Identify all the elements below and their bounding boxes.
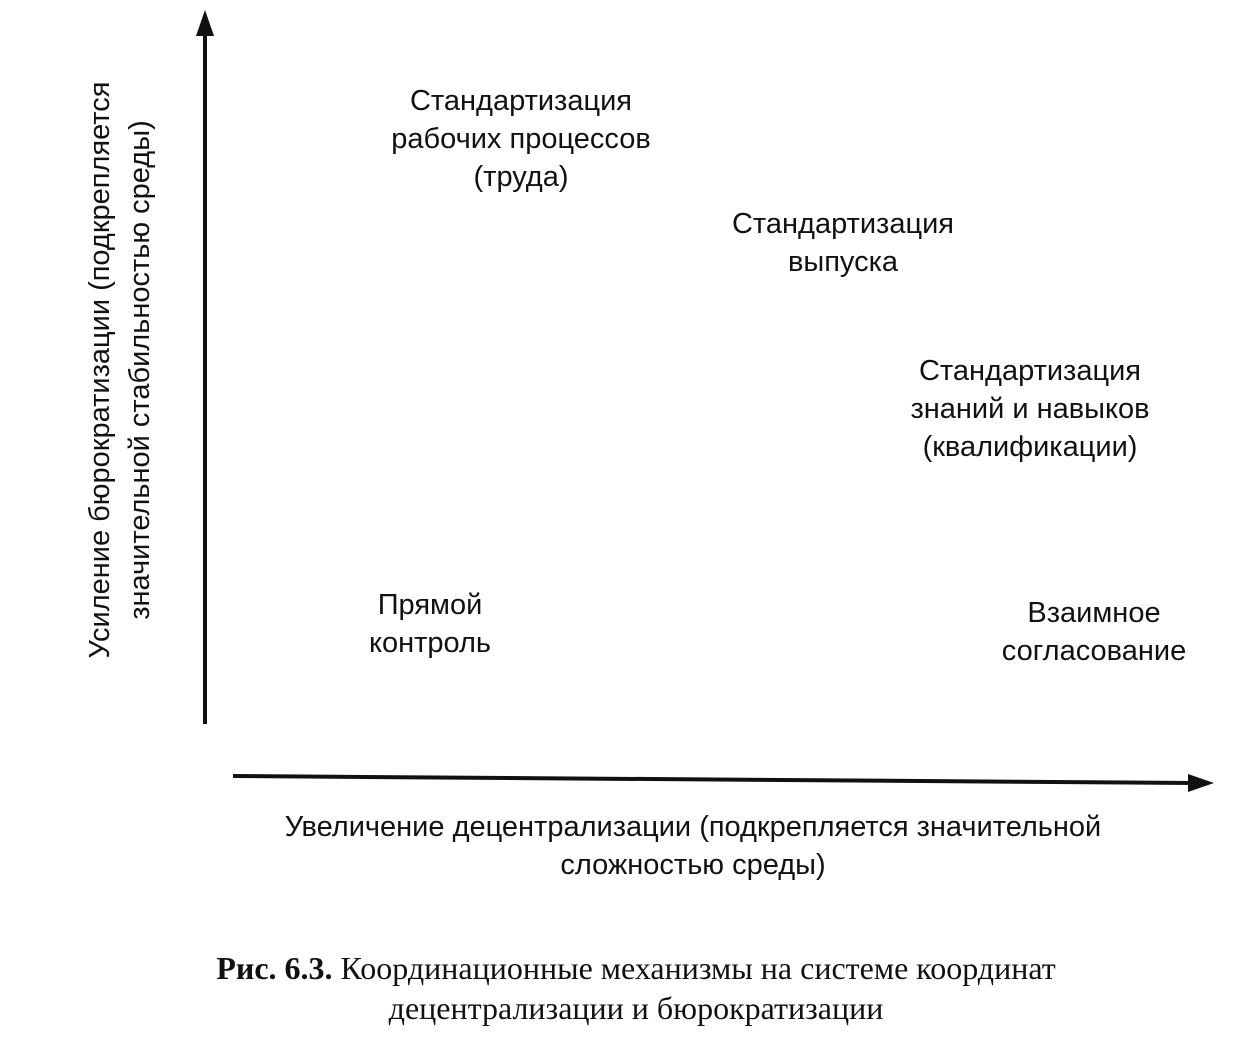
mechanism-line: Прямой — [377, 589, 483, 621]
mechanism-work-process-standardization — [391, 82, 650, 196]
caption-text-line-2: децентрализации и бюрократизации — [388, 990, 884, 1026]
mechanism-output-standardization — [732, 205, 954, 281]
mechanism-line: (квалификации) — [922, 431, 1138, 463]
mechanism-line: Стандартизация — [918, 355, 1142, 387]
mechanism-line: выпуска — [787, 246, 899, 278]
mechanism-direct-supervision — [369, 586, 491, 662]
mechanism-line: согласование — [1001, 635, 1187, 667]
x-axis-label-line-2: сложностью среды) — [560, 849, 826, 881]
mechanism-skills-standardization — [910, 352, 1149, 466]
mechanism-line: рабочих процессов — [391, 123, 651, 155]
x-axis-line — [233, 776, 1192, 783]
mechanism-line: контроль — [368, 627, 492, 659]
mechanism-line: Стандартизация — [409, 85, 632, 117]
mechanism-line: Стандартизация — [731, 208, 955, 240]
y-axis-label-line-1: Усиление бюрократизации (подкрепляется — [84, 81, 116, 659]
figure-caption — [61, 948, 1211, 1028]
caption-text-line-1: Координационные механизмы на системе координат — [340, 950, 1056, 986]
x-axis-label — [193, 808, 1193, 884]
x-axis-label-line-1: Увеличение децентрализации (подкрепляется значительной — [284, 811, 1102, 843]
y-axis-arrowhead — [196, 10, 214, 36]
y-axis-label — [80, 30, 160, 710]
caption-figure-number: Рис. 6.3. — [216, 950, 333, 986]
x-axis-arrowhead — [1188, 774, 1214, 792]
mechanism-mutual-adjustment — [1002, 594, 1186, 670]
mechanism-line: знаний и навыков — [910, 393, 1150, 425]
caption-line-1 — [61, 948, 1211, 988]
mechanism-line: Взаимное — [1027, 597, 1161, 629]
mechanism-line: (труда) — [473, 161, 569, 193]
y-axis-label-line-2: значительной стабильностью среды) — [124, 120, 156, 620]
